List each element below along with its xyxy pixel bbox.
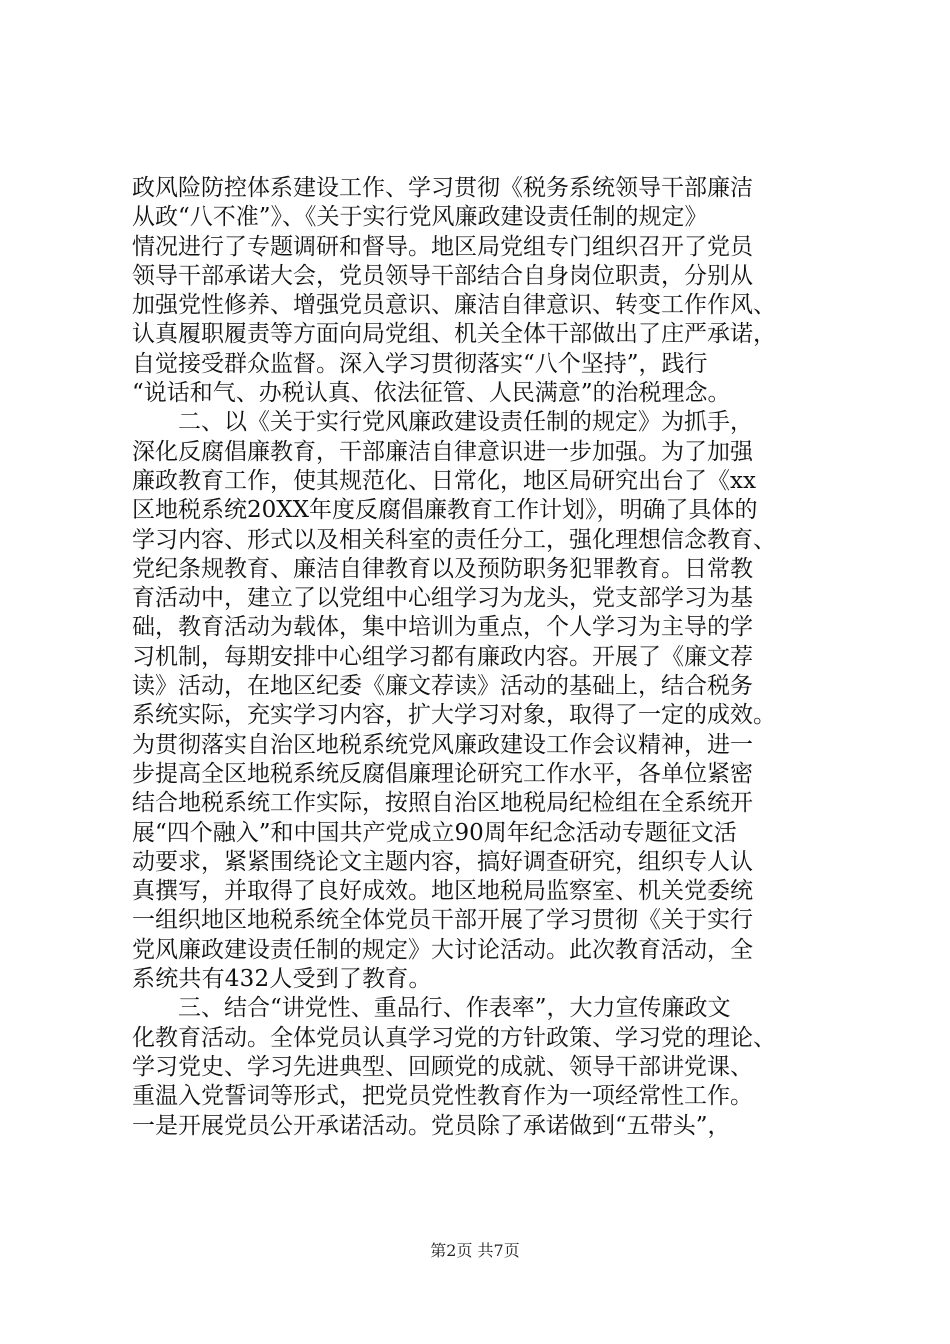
text-line: 动要求，紧紧围绕论文主题内容，搞好调查研究，组织专人认: [132, 848, 753, 875]
text-line: 一是开展党员公开承诺活动。党员除了承诺做到“五带头”，: [132, 1112, 731, 1139]
text-line: 党纪条规教育、廉洁自律教育以及预防职务犯罪教育。日常教: [132, 555, 753, 582]
text-line: 从政“八不准”》、《关于实行党风廉政建设责任制的规定》: [132, 204, 708, 231]
text-line: 认真履职履责等方面向局党组、机关全体干部做出了庄严承诺，: [132, 321, 776, 348]
text-line: 深化反腐倡廉教育，干部廉洁自律意识进一步加强。为了加强: [132, 438, 753, 465]
text-line: 情况进行了专题调研和督导。地区局党组专门组织召开了党员: [132, 233, 753, 260]
text-line: 政风险防控体系建设工作、学习贯彻《税务系统领导干部廉洁: [132, 175, 753, 201]
text-line: 党风廉政建设责任制的规定》大讨论活动。此次教育活动，全: [132, 936, 753, 963]
text-line: 步提高全区地税系统反腐倡廉理论研究工作水平，各单位紧密: [132, 760, 753, 787]
text-line: 廉政教育工作，使其规范化、日常化，地区局研究出台了《xx: [132, 467, 756, 494]
text-line: 三、结合“讲党性、重品行、作表率”，大力宣传廉政文: [132, 995, 731, 1022]
text-line: 系统实际，充实学习内容，扩大学习对象，取得了一定的成效。: [132, 702, 776, 729]
text-line: 础，教育活动为载体，集中培训为重点，个人学习为主导的学: [132, 614, 753, 641]
text-line: 读》活动，在地区纪委《廉文荐读》活动的基础上，结合税务: [132, 673, 753, 700]
page-footer: 第2页 共7页: [430, 1241, 520, 1260]
text-line: 展“四个融入”和中国共产党成立90周年纪念活动专题征文活: [132, 819, 737, 846]
text-line: 学习内容、形式以及相关科室的责任分工，强化理想信念教育、: [132, 526, 776, 553]
body-text: [132, 174, 832, 1141]
text-line: 加强党性修养、增强党员意识、廉洁自律意识、转变工作作风、: [132, 292, 776, 319]
text-line: 领导干部承诺大会，党员领导干部结合自身岗位职责，分别从: [132, 262, 753, 289]
text-line: “说话和气、办税认真、依法征管、人民满意”的治税理念。: [132, 380, 731, 407]
text-line: 系统共有432人受到了教育。: [132, 966, 432, 993]
text-line: 结合地税系统工作实际，按照自治区地税局纪检组在全系统开: [132, 790, 753, 817]
text-line: 真撰写，并取得了良好成效。地区地税局监察室、机关党委统: [132, 878, 753, 905]
text-line: 育活动中，建立了以党组中心组学习为龙头，党支部学习为基: [132, 585, 753, 612]
text-line: 区地税系统20XX年度反腐倡廉教育工作计划》，明确了具体的: [132, 497, 758, 524]
text-line: 重温入党誓词等形式，把党员党性教育作为一项经常性工作。: [132, 1083, 753, 1110]
text-line: 二、以《关于实行党风廉政建设责任制的规定》为抓手，: [132, 409, 753, 436]
text-line: 一组织地区地税系统全体党员干部开展了学习贯彻《关于实行: [132, 907, 753, 934]
text-line: 为贯彻落实自治区地税系统党风廉政建设工作会议精神，进一: [132, 731, 753, 758]
text-line: 化教育活动。全体党员认真学习党的方针政策、学习党的理论、: [132, 1024, 776, 1051]
text-line: 习机制，每期安排中心组学习都有廉政内容。开展了《廉文荐: [132, 643, 753, 670]
text-line: 学习党史、学习先进典型、回顾党的成就、领导干部讲党课、: [132, 1053, 753, 1080]
text-line: 自觉接受群众监督。深入学习贯彻落实“八个坚持”，践行: [132, 350, 708, 377]
